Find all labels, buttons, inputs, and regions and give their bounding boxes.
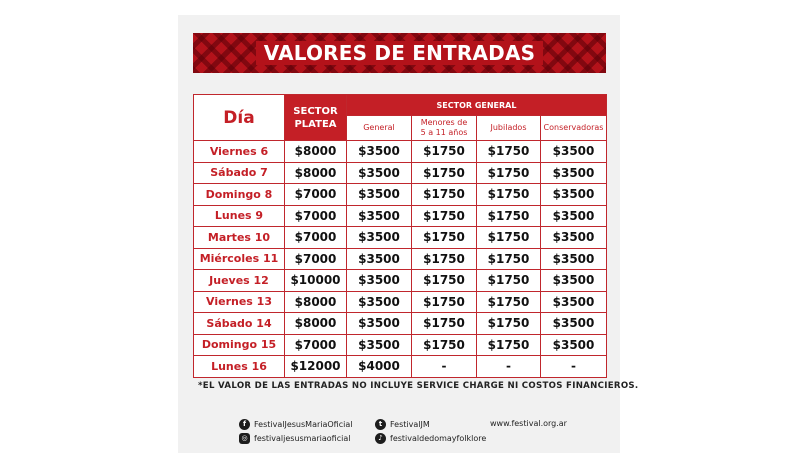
menores-price: $1750 xyxy=(412,313,477,335)
day-cell: Jueves 12 xyxy=(194,270,285,292)
table-row xyxy=(194,248,607,270)
day-cell: Viernes 6 xyxy=(194,141,285,163)
menores-price: $1750 xyxy=(412,334,477,356)
general-price: $3500 xyxy=(347,162,412,184)
facebook-handle: FestivalJesusMariaOficial xyxy=(254,420,353,429)
table-row xyxy=(194,270,607,292)
jubilados-price: $1750 xyxy=(477,313,541,335)
platea-header-line1: SECTOR xyxy=(293,105,338,117)
general-subheader: General xyxy=(347,116,412,141)
conservadoras-price: $3500 xyxy=(541,248,607,270)
jubilados-price: $1750 xyxy=(477,291,541,313)
table-row xyxy=(194,313,607,335)
platea-header-line2: PLATEA xyxy=(294,118,337,130)
conservadoras-subheader: Conservadoras xyxy=(541,116,607,141)
platea-price: $10000 xyxy=(285,270,347,292)
platea-price: $7000 xyxy=(285,227,347,249)
page-title: VALORES DE ENTRADAS xyxy=(256,41,544,65)
general-price: $3500 xyxy=(347,227,412,249)
general-price: $3500 xyxy=(347,270,412,292)
conservadoras-price: $3500 xyxy=(541,227,607,249)
jubilados-price: $1750 xyxy=(477,270,541,292)
facebook-icon: f xyxy=(239,419,250,430)
platea-price: $8000 xyxy=(285,141,347,163)
day-cell: Sábado 7 xyxy=(194,162,285,184)
menores-price: $1750 xyxy=(412,248,477,270)
twitter-icon: t xyxy=(375,419,386,430)
jubilados-price: $1750 xyxy=(477,184,541,206)
conservadoras-price: $3500 xyxy=(541,291,607,313)
title-banner xyxy=(193,33,606,73)
table-row xyxy=(194,141,607,163)
platea-price: $8000 xyxy=(285,162,347,184)
instagram-link[interactable] xyxy=(239,433,350,444)
jubilados-price: $1750 xyxy=(477,227,541,249)
twitter-link[interactable] xyxy=(375,419,430,430)
menores-subheader-line1: Menores de xyxy=(420,118,468,127)
general-price: $4000 xyxy=(347,356,412,378)
menores-subheader xyxy=(412,116,477,141)
conservadoras-price: $3500 xyxy=(541,162,607,184)
menores-price: $1750 xyxy=(412,227,477,249)
platea-price: $8000 xyxy=(285,291,347,313)
menores-price: $1750 xyxy=(412,141,477,163)
table-row xyxy=(194,205,607,227)
table-row xyxy=(194,334,607,356)
tiktok-handle: festivaldedomayfolklore xyxy=(390,434,487,443)
day-cell: Martes 10 xyxy=(194,227,285,249)
jubilados-price: $1750 xyxy=(477,334,541,356)
menores-price: $1750 xyxy=(412,162,477,184)
day-cell: Domingo 8 xyxy=(194,184,285,206)
table-row xyxy=(194,162,607,184)
day-column-header: Día xyxy=(194,95,285,141)
general-sector-header: SECTOR GENERAL xyxy=(347,95,607,116)
tiktok-link[interactable] xyxy=(375,433,486,444)
general-price: $3500 xyxy=(347,248,412,270)
general-price: $3500 xyxy=(347,184,412,206)
menores-price: - xyxy=(412,356,477,378)
table-row xyxy=(194,184,607,206)
conservadoras-price: $3500 xyxy=(541,313,607,335)
jubilados-price: $1750 xyxy=(477,162,541,184)
general-price: $3500 xyxy=(347,291,412,313)
general-price: $3500 xyxy=(347,334,412,356)
conservadoras-price: $3500 xyxy=(541,141,607,163)
menores-price: $1750 xyxy=(412,270,477,292)
menores-price: $1750 xyxy=(412,184,477,206)
website-link[interactable] xyxy=(490,419,567,428)
disclaimer-note: *EL VALOR DE LAS ENTRADAS NO INCLUYE SERVICE CHARGE NI COSTOS FINANCIEROS. xyxy=(198,381,639,391)
table-row xyxy=(194,291,607,313)
day-cell: Viernes 13 xyxy=(194,291,285,313)
website-url: www.festival.org.ar xyxy=(490,419,567,428)
platea-price: $7000 xyxy=(285,248,347,270)
jubilados-price: $1750 xyxy=(477,141,541,163)
platea-price: $7000 xyxy=(285,184,347,206)
platea-price: $7000 xyxy=(285,334,347,356)
menores-price: $1750 xyxy=(412,205,477,227)
day-cell: Sábado 14 xyxy=(194,313,285,335)
conservadoras-price: $3500 xyxy=(541,270,607,292)
conservadoras-price: - xyxy=(541,356,607,378)
general-price: $3500 xyxy=(347,141,412,163)
platea-price: $12000 xyxy=(285,356,347,378)
platea-column-header xyxy=(285,95,347,141)
day-cell: Lunes 16 xyxy=(194,356,285,378)
price-table xyxy=(193,94,607,378)
jubilados-subheader: Jubilados xyxy=(477,116,541,141)
menores-price: $1750 xyxy=(412,291,477,313)
day-cell: Miércoles 11 xyxy=(194,248,285,270)
instagram-handle: festivaljesusmariaoficial xyxy=(254,434,351,443)
platea-price: $7000 xyxy=(285,205,347,227)
jubilados-price: $1750 xyxy=(477,248,541,270)
tiktok-icon: ♪ xyxy=(375,433,386,444)
day-cell: Lunes 9 xyxy=(194,205,285,227)
conservadoras-price: $3500 xyxy=(541,205,607,227)
facebook-link[interactable] xyxy=(239,419,352,430)
day-cell: Domingo 15 xyxy=(194,334,285,356)
general-price: $3500 xyxy=(347,205,412,227)
table-row xyxy=(194,356,607,378)
jubilados-price: - xyxy=(477,356,541,378)
twitter-handle: FestivalJM xyxy=(390,420,430,429)
platea-price: $8000 xyxy=(285,313,347,335)
table-row xyxy=(194,227,607,249)
general-price: $3500 xyxy=(347,313,412,335)
conservadoras-price: $3500 xyxy=(541,184,607,206)
conservadoras-price: $3500 xyxy=(541,334,607,356)
jubilados-price: $1750 xyxy=(477,205,541,227)
menores-subheader-line2: 5 a 11 años xyxy=(420,128,468,137)
instagram-icon: ◎ xyxy=(239,433,250,444)
